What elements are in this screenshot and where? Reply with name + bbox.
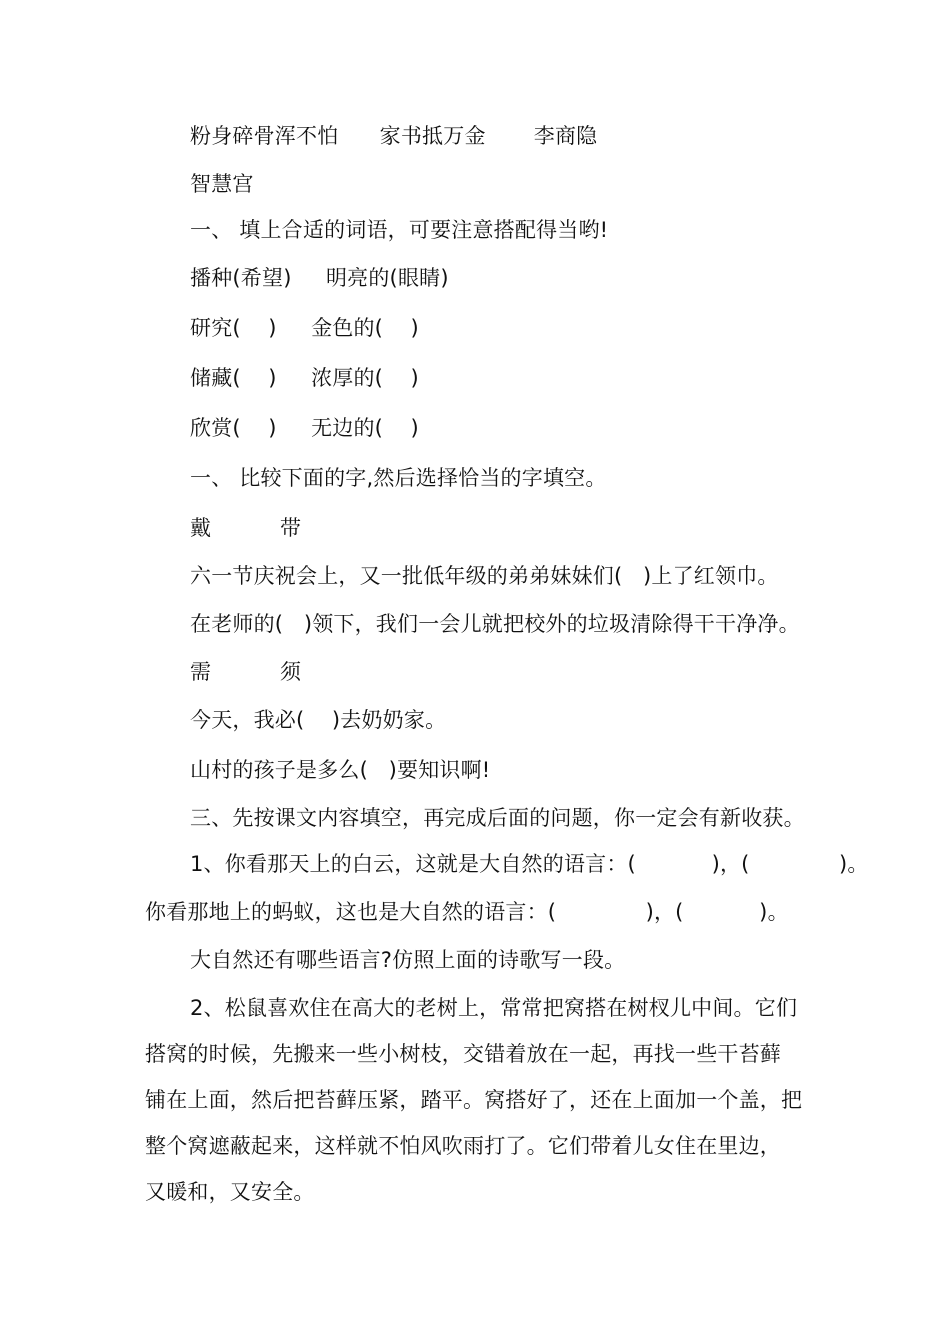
fill-blank-row: 研究( ) 金色的( )	[190, 316, 419, 340]
section-title: 智慧宫	[190, 172, 254, 196]
paragraph-line: 整个窝遮蔽起来，这样就不怕风吹雨打了。它们带着儿女住在里边，	[145, 1134, 781, 1158]
sentence-line: 山村的孩子是多么( )要知识啊!	[190, 758, 491, 782]
paragraph-line: 又暖和，又安全。	[145, 1180, 315, 1204]
paragraph-line: 铺在上面，然后把苔藓压紧，踏平。窝搭好了，还在上面加一个盖，把	[145, 1088, 803, 1112]
character-pair: 需 须	[190, 660, 302, 684]
exercise-heading-3: 三、先按课文内容填空，再完成后面的问题，你一定会有新收获。	[190, 806, 805, 830]
exercise-heading-2: 一、 比较下面的字,然后选择恰当的字填空。	[190, 466, 607, 490]
poem-line: 粉身碎骨浑不怕 家书抵万金 李商隐	[190, 124, 598, 148]
question-line: 你看那地上的蚂蚁，这也是大自然的语言：( )，( )。	[145, 900, 789, 924]
example-pair: 播种(希望) 明亮的(眼睛)	[190, 266, 449, 290]
question-line: 大自然还有哪些语言?仿照上面的诗歌写一段。	[190, 948, 626, 972]
sentence-line: 在老师的( )领下，我们一会儿就把校外的垃圾清除得干干净净。	[190, 612, 800, 636]
fill-blank-row: 欣赏( ) 无边的( )	[190, 416, 419, 440]
fill-blank-row: 储藏( ) 浓厚的( )	[190, 366, 419, 390]
paragraph-line: 搭窝的时候，先搬来一些小树枝，交错着放在一起，再找一些干苔藓	[145, 1042, 781, 1066]
character-pair: 戴 带	[190, 516, 302, 540]
sentence-line: 六一节庆祝会上，又一批低年级的弟弟妹妹们( )上了红领巾。	[190, 564, 779, 588]
paragraph-line: 2、松鼠喜欢住在高大的老树上，常常把窝搭在树杈儿中间。它们	[190, 996, 798, 1020]
question-line: 1、你看那天上的白云，这就是大自然的语言：( )，( )。	[190, 852, 869, 876]
sentence-line: 今天，我必( )去奶奶家。	[190, 708, 447, 732]
exercise-heading-1: 一、 填上合适的词语，可要注意搭配得当哟!	[190, 218, 609, 242]
